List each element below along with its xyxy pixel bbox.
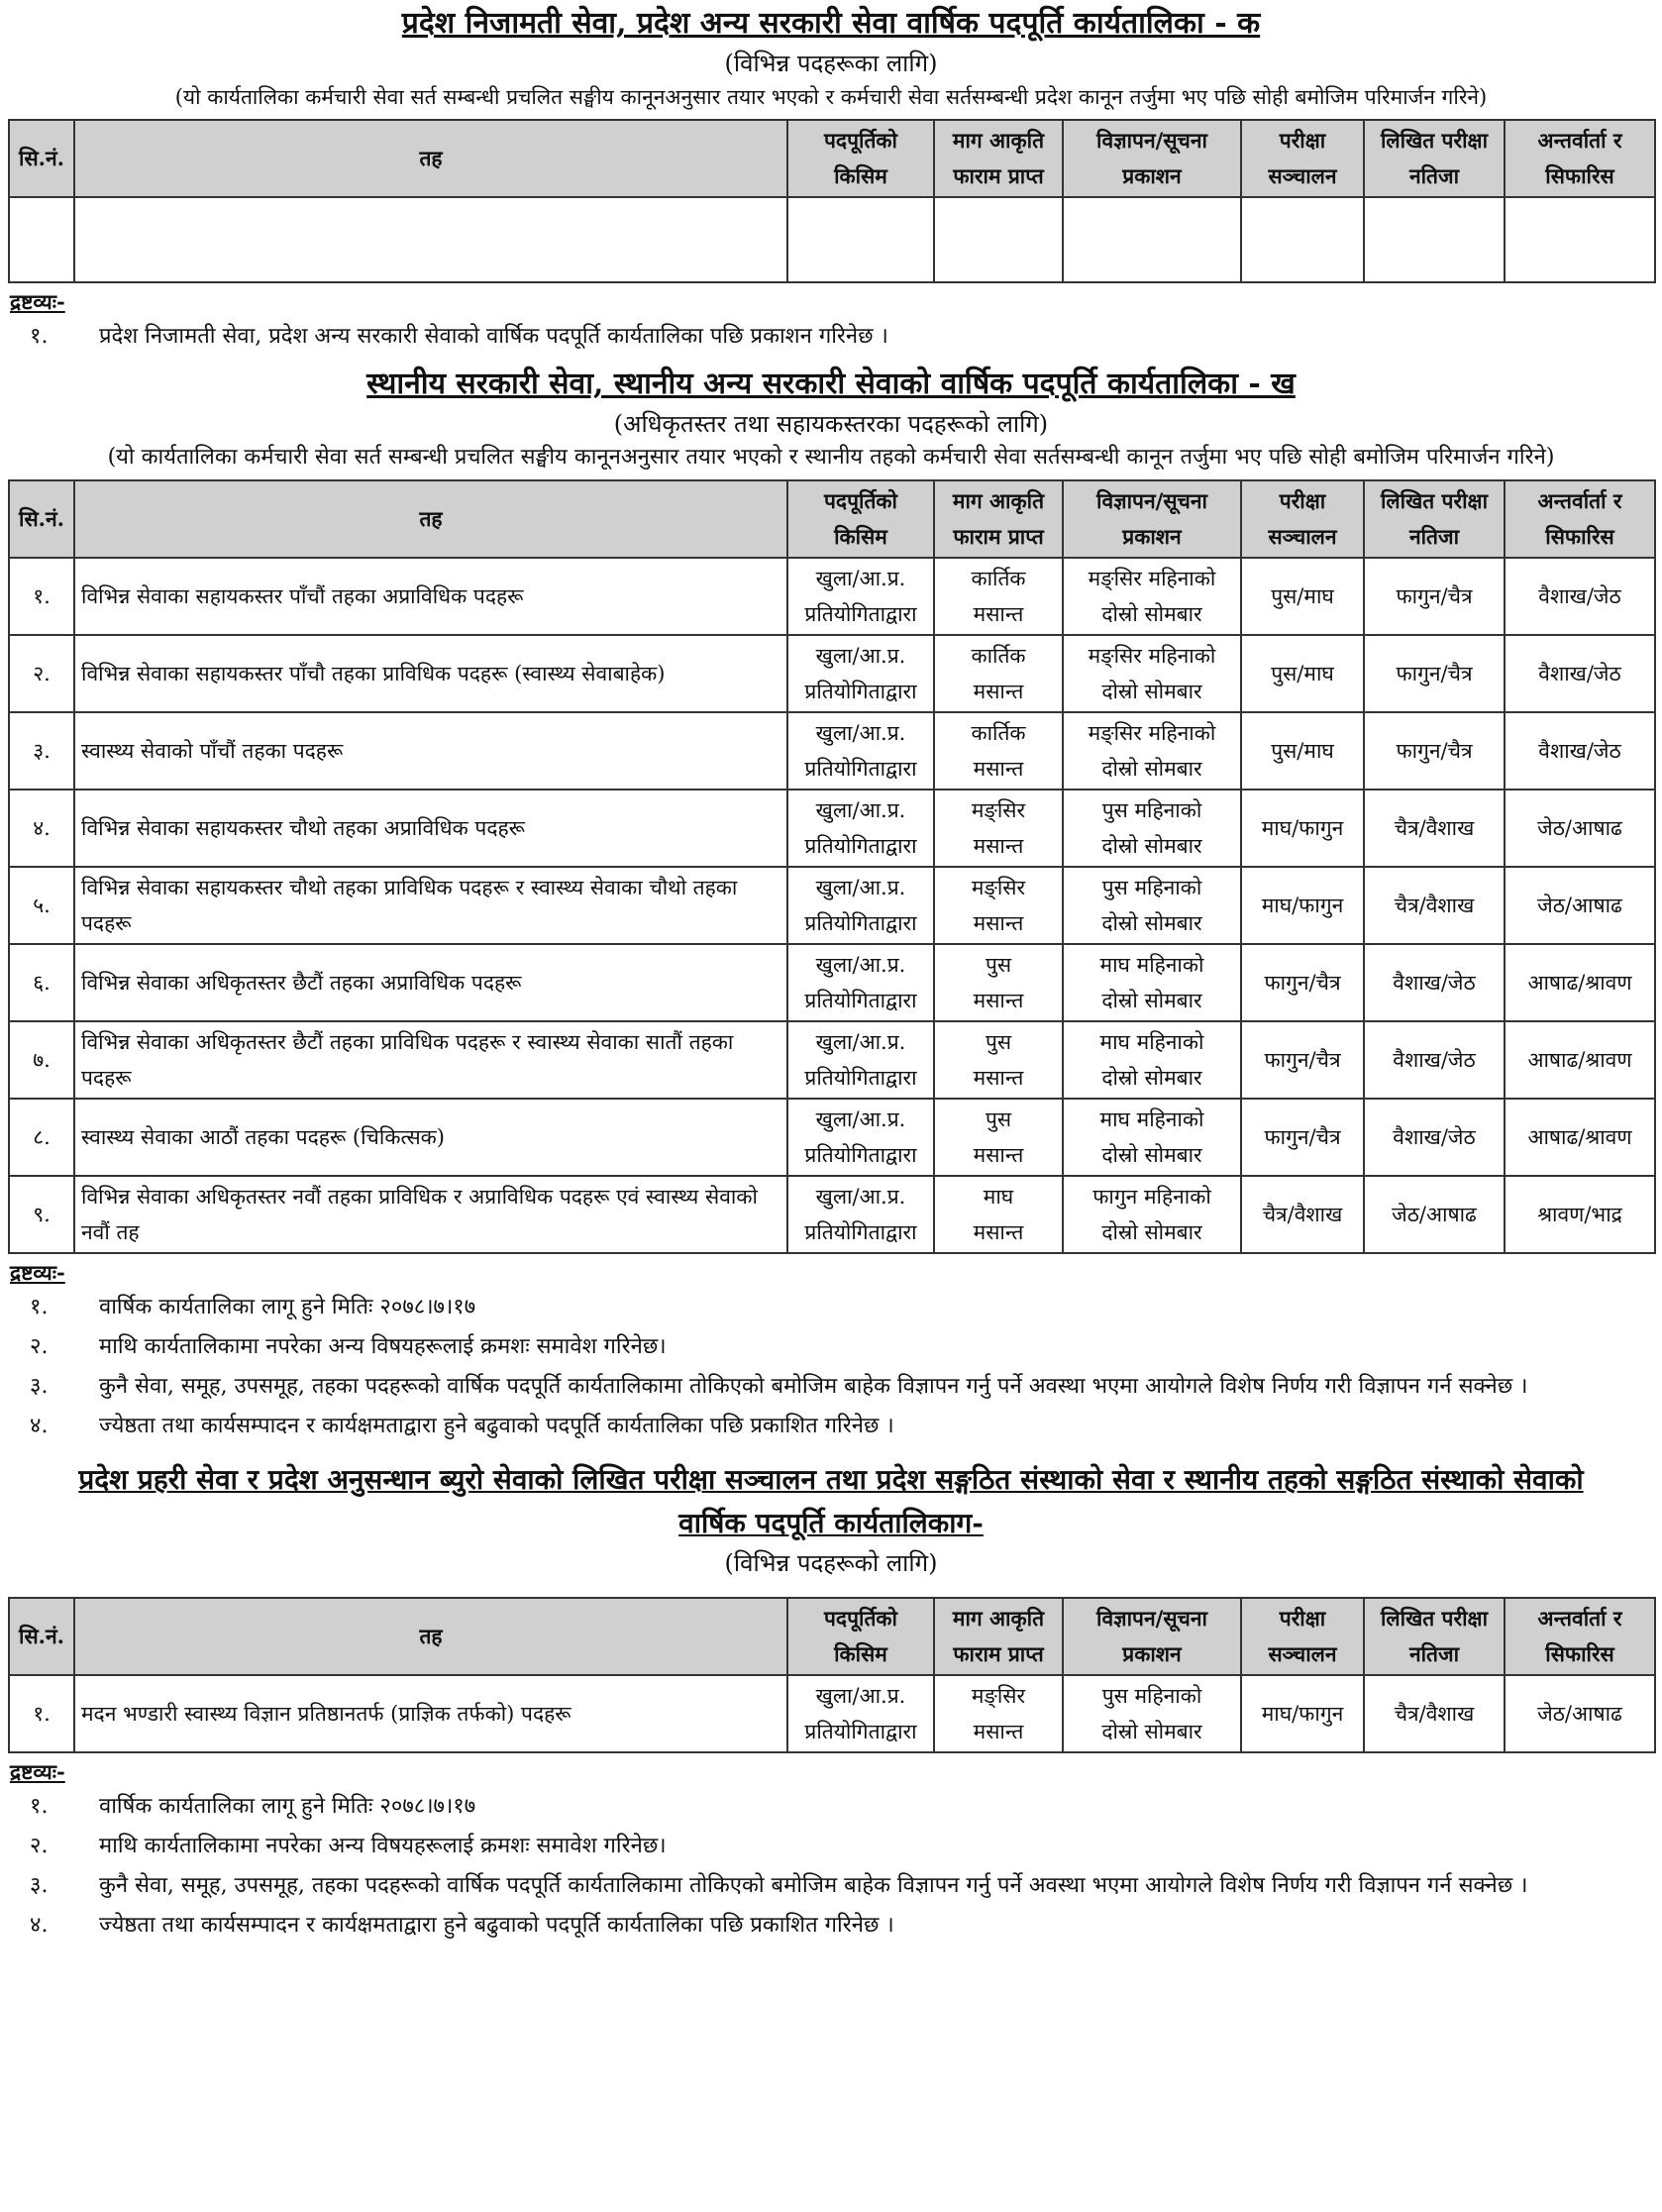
col-header-result — [1364, 480, 1505, 558]
section-c-note-heading: द्रष्टव्यः- — [10, 1759, 65, 1784]
cell-type-line: खुला/आ.प्र. — [815, 876, 906, 899]
cell-tah: विभिन्न सेवाका अधिकृतस्तर छैटौं तहका अप्राविधिक पदहरू — [74, 944, 787, 1021]
cell-sn: ९. — [9, 1176, 74, 1253]
cell-form-line: माघ — [983, 1185, 1014, 1209]
header-line: लिखित परीक्षा — [1380, 1606, 1489, 1631]
note-text: प्रदेश निजामती सेवा, प्रदेश अन्य सरकारी सेवाको वार्षिक पदपूर्ति कार्यतालिका पछि प्रकाशन गरिनेछ । — [99, 324, 888, 349]
cell-result: चैत्र/वैशाख — [1364, 790, 1505, 867]
cell-result: फागुन/चैत्र — [1364, 558, 1505, 635]
header-line: अन्तर्वार्ता र — [1537, 488, 1622, 513]
section-b-notes — [0, 1288, 1662, 1446]
cell-interview: वैशाख/जेठ — [1505, 558, 1655, 635]
note-number: ३. — [30, 1873, 49, 1898]
section-c-title-line1: प्रदेश प्रहरी सेवा र प्रदेश अनुसन्धान ब्युरो सेवाको लिखित परीक्षा सञ्चालन तथा प्रदेश सङ्गठित संस्थाको सेवा र स्थानीय तहको सङ्गठित संस्थाको सेवाको — [78, 1463, 1584, 1496]
note-number: १. — [30, 324, 49, 349]
cell-exam: पुस/माघ — [1241, 558, 1364, 635]
cell-type-line: प्रतियोगिताद्वारा — [804, 680, 917, 703]
cell-tah: विभिन्न सेवाका सहायकस्तर पाँचौं तहका अप्राविधिक पदहरू — [74, 558, 787, 635]
cell-adv — [1063, 558, 1241, 635]
cell-adv — [1063, 944, 1241, 1021]
note-item — [30, 1288, 1632, 1327]
header-line: सञ्चालन — [1268, 524, 1337, 549]
cell-tah: मदन भण्डारी स्वास्थ्य विज्ञान प्रतिष्ठानतर्फ (प्राज्ञिक तर्फको) पदहरू — [74, 1675, 787, 1752]
cell-result: फागुन/चैत्र — [1364, 712, 1505, 790]
cell-adv-line: दोस्रो सोमबार — [1101, 911, 1202, 935]
cell-type — [787, 790, 934, 867]
table-row — [9, 1176, 1655, 1253]
header-line: परीक्षा — [1279, 488, 1326, 513]
cell-form — [934, 1021, 1063, 1099]
header-line: माग आकृति — [952, 1606, 1045, 1631]
cell-exam: फागुन/चैत्र — [1241, 944, 1364, 1021]
cell-form-line: मसान्त — [973, 911, 1024, 935]
table-row — [9, 867, 1655, 944]
note-item — [30, 1827, 1632, 1866]
cell-adv — [1063, 1021, 1241, 1099]
col-header-tah: तह — [74, 1598, 787, 1675]
header-line: पदपूर्तिको — [824, 128, 897, 153]
cell-sn: २. — [9, 635, 74, 712]
cell-sn: ४. — [9, 790, 74, 867]
section-c-title-line2: वार्षिक पदपूर्ति कार्यतालिकाग- — [678, 1507, 984, 1539]
cell-tah: विभिन्न सेवाका सहायकस्तर चौथो तहका प्राविधिक पदहरू र स्वास्थ्य सेवाका चौथो तहका पदहरू — [74, 867, 787, 944]
col-header-result — [1364, 1598, 1505, 1675]
header-line: सञ्चालन — [1268, 163, 1337, 188]
col-header-sn: सि.नं. — [9, 120, 74, 197]
cell-adv — [1063, 790, 1241, 867]
col-header-result — [1364, 120, 1505, 197]
col-header-sn: सि.नं. — [9, 1598, 74, 1675]
cell-adv-line: दोस्रो सोमबार — [1101, 1066, 1202, 1090]
col-header-interview — [1505, 120, 1655, 197]
cell-form-line: मसान्त — [973, 757, 1024, 781]
cell-interview: जेठ/आषाढ — [1505, 867, 1655, 944]
cell-adv — [1063, 1099, 1241, 1176]
table-row — [9, 1099, 1655, 1176]
cell-exam: माघ/फागुन — [1241, 1675, 1364, 1752]
cell-form-line: मसान्त — [973, 1720, 1024, 1743]
cell-adv — [1063, 712, 1241, 790]
cell-result: जेठ/आषाढ — [1364, 1176, 1505, 1253]
cell-adv-line: दोस्रो सोमबार — [1101, 680, 1202, 703]
cell-form — [934, 558, 1063, 635]
header-line: अन्तर्वार्ता र — [1537, 1606, 1622, 1631]
cell-form-line: कार्तिक — [971, 644, 1026, 668]
col-header-form — [934, 1598, 1063, 1675]
cell-form — [934, 790, 1063, 867]
cell-form-line: मसान्त — [973, 680, 1024, 703]
table-row — [9, 635, 1655, 712]
cell-adv — [1063, 635, 1241, 712]
cell-form-line: मसान्त — [973, 989, 1024, 1012]
cell-interview: श्रावण/भाद्र — [1505, 1176, 1655, 1253]
cell-exam: पुस/माघ — [1241, 635, 1364, 712]
cell-type — [787, 867, 934, 944]
cell-form — [934, 712, 1063, 790]
cell-sn: १. — [9, 1675, 74, 1752]
col-header-tah: तह — [74, 480, 787, 558]
cell-form — [934, 944, 1063, 1021]
cell-result: वैशाख/जेठ — [1364, 944, 1505, 1021]
cell-tah: विभिन्न सेवाका सहायकस्तर चौथो तहका अप्राविधिक पदहरू — [74, 790, 787, 867]
section-a-title: प्रदेश निजामती सेवा, प्रदेश अन्य सरकारी सेवा वार्षिक पदपूर्ति कार्यतालिका - क — [401, 6, 1261, 41]
note-text: वार्षिक कार्यतालिका लागू हुने मितिः २०७८।७।१७ — [99, 1295, 476, 1319]
cell-adv-line: माघ महिनाको — [1099, 1107, 1204, 1131]
col-header-type — [787, 480, 934, 558]
note-number: २. — [30, 1834, 49, 1858]
table-header-row — [9, 120, 1655, 197]
cell-interview: जेठ/आषाढ — [1505, 1675, 1655, 1752]
cell-type-line: प्रतियोगिताद्वारा — [804, 757, 917, 781]
header-line: माग आकृति — [952, 488, 1045, 513]
cell-type-line: प्रतियोगिताद्वारा — [804, 1066, 917, 1090]
schedule-table-a — [8, 119, 1656, 283]
cell-exam: फागुन/चैत्र — [1241, 1021, 1364, 1099]
cell-type — [787, 1176, 934, 1253]
cell-form — [934, 1176, 1063, 1253]
section-c-notes — [0, 1787, 1662, 1946]
col-header-type — [787, 1598, 934, 1675]
section-c-subtitle: (विभिन्न पदहरूको लागि) — [724, 1549, 938, 1577]
cell-type — [787, 944, 934, 1021]
cell-tah: विभिन्न सेवाका सहायकस्तर पाँचौ तहका प्राविधिक पदहरू (स्वास्थ्य सेवाबाहेक) — [74, 635, 787, 712]
section-a-note-heading: द्रष्टव्यः- — [10, 289, 65, 314]
header-line: नतिजा — [1408, 163, 1460, 188]
table-row — [9, 712, 1655, 790]
header-line: फाराम प्राप्त — [953, 1641, 1044, 1666]
col-header-form — [934, 120, 1063, 197]
cell-form-line: मसान्त — [973, 1066, 1024, 1090]
cell-interview: वैशाख/जेठ — [1505, 712, 1655, 790]
cell-sn: १. — [9, 558, 74, 635]
cell-interview: आषाढ/श्रावण — [1505, 1099, 1655, 1176]
header-line: नतिजा — [1408, 1641, 1460, 1666]
section-b-subtitle: (अधिकृतस्तर तथा सहायकस्तरका पदहरूको लागि) — [613, 410, 1049, 438]
header-line: सिफारिस — [1545, 163, 1614, 188]
col-header-adv — [1063, 1598, 1241, 1675]
cell-exam: माघ/फागुन — [1241, 867, 1364, 944]
cell-adv-line: दोस्रो सोमबार — [1101, 834, 1202, 858]
section-b-note-heading: द्रष्टव्यः- — [10, 1260, 65, 1285]
cell-type-line: प्रतियोगिताद्वारा — [804, 989, 917, 1012]
note-text: माथि कार्यतालिकामा नपरेका अन्य विषयहरूलाई क्रमशः समावेश गरिनेछ। — [99, 1334, 667, 1359]
cell-type-line: खुला/आ.प्र. — [815, 953, 906, 977]
cell-type-line: खुला/आ.प्र. — [815, 721, 906, 745]
cell-type — [787, 1021, 934, 1099]
cell-sn: ७. — [9, 1021, 74, 1099]
note-item — [30, 1367, 1632, 1407]
col-header-adv — [1063, 480, 1241, 558]
cell-tah: स्वास्थ्य सेवाको पाँचौं तहका पदहरू — [74, 712, 787, 790]
table-row — [9, 1021, 1655, 1099]
header-line: प्रकाशन — [1122, 1641, 1182, 1666]
cell-form-line: मसान्त — [973, 602, 1024, 626]
header-line: फाराम प्राप्त — [953, 524, 1044, 549]
table-header-row — [9, 480, 1655, 558]
note-text: ज्येष्ठता तथा कार्यसम्पादन र कार्यक्षमताद्वारा हुने बढुवाको पदपूर्ति कार्यतालिका पछि प्रकाशित गरिनेछ । — [99, 1913, 894, 1938]
cell-adv-line: दोस्रो सोमबार — [1101, 989, 1202, 1012]
cell-adv-line: फागुन महिनाको — [1092, 1185, 1211, 1209]
header-line: विज्ञापन/सूचना — [1096, 1606, 1207, 1631]
note-number: ४. — [30, 1414, 49, 1438]
cell-adv-line: माघ महिनाको — [1099, 953, 1204, 977]
col-header-sn: सि.नं. — [9, 480, 74, 558]
cell-exam: पुस/माघ — [1241, 712, 1364, 790]
cell-interview: वैशाख/जेठ — [1505, 635, 1655, 712]
cell-form-line: मङ्सिर — [971, 876, 1026, 899]
note-item — [30, 1407, 1632, 1446]
col-header-interview — [1505, 1598, 1655, 1675]
cell-type-line: खुला/आ.प्र. — [815, 644, 906, 668]
section-b — [0, 363, 1662, 1446]
header-line: पदपूर्तिको — [824, 1606, 897, 1631]
cell-type-line: प्रतियोगिताद्वारा — [804, 1720, 917, 1743]
header-line: फाराम प्राप्त — [953, 163, 1044, 188]
header-line: लिखित परीक्षा — [1380, 128, 1489, 153]
cell-form-line: कार्तिक — [971, 567, 1026, 590]
section-b-notice: (यो कार्यतालिका कर्मचारी सेवा सर्त सम्बन्धी प्रचलित सङ्घीय कानूनअनुसार तयार भएको र स्थानीय तहको कर्मचारी सेवा सर्तसम्बन्धी कानून तर्जुमा भए पछि सोही बमोजिम परिमार्जन गरिने) — [107, 445, 1555, 470]
cell-form-line: पुस — [985, 953, 1012, 977]
header-line: सिफारिस — [1545, 1641, 1614, 1666]
note-text: वार्षिक कार्यतालिका लागू हुने मितिः २०७८।७।१७ — [99, 1794, 476, 1819]
note-number: २. — [30, 1334, 49, 1359]
cell-adv-line: दोस्रो सोमबार — [1101, 1143, 1202, 1167]
cell-sn: ६. — [9, 944, 74, 1021]
schedule-table-c — [8, 1597, 1656, 1753]
col-header-exam — [1241, 480, 1364, 558]
cell-type — [787, 1675, 934, 1752]
section-a-subtitle: (विभिन्न पदहरूका लागि) — [724, 50, 938, 77]
header-line: अन्तर्वार्ता र — [1537, 128, 1622, 153]
header-line: माग आकृति — [952, 128, 1045, 153]
note-text: कुनै सेवा, समूह, उपसमूह, तहका पदहरूको वार्षिक पदपूर्ति कार्यतालिकामा तोकिएको बमोजिम बाहेक विज्ञापन गर्नु पर्ने अवस्था भएमा आयोगले विशेष निर्णय गरी विज्ञापन गर्न सक्नेछ । — [99, 1374, 1528, 1399]
header-line: परीक्षा — [1279, 1606, 1326, 1631]
cell-type — [787, 558, 934, 635]
cell-tah: स्वास्थ्य सेवाका आठौं तहका पदहरू (चिकित्सक) — [74, 1099, 787, 1176]
cell-type-line: प्रतियोगिताद्वारा — [804, 834, 917, 858]
cell-form — [934, 867, 1063, 944]
cell-form — [934, 1099, 1063, 1176]
note-item — [30, 317, 1632, 357]
cell-type-line: प्रतियोगिताद्वारा — [804, 602, 917, 626]
cell-form-line: मसान्त — [973, 834, 1024, 858]
header-line: परीक्षा — [1279, 128, 1326, 153]
note-number: ४. — [30, 1913, 49, 1938]
cell-adv — [1063, 867, 1241, 944]
table-row — [9, 197, 1655, 282]
cell-type-line: खुला/आ.प्र. — [815, 1684, 906, 1708]
cell-result: फागुन/चैत्र — [1364, 635, 1505, 712]
section-a — [0, 0, 1662, 357]
cell-exam: माघ/फागुन — [1241, 790, 1364, 867]
header-line: किसिम — [834, 524, 887, 549]
cell-form-line: मसान्त — [973, 1220, 1024, 1244]
cell-interview: आषाढ/श्रावण — [1505, 944, 1655, 1021]
cell-adv-line: पुस महिनाको — [1101, 1684, 1202, 1708]
cell-type-line: खुला/आ.प्र. — [815, 567, 906, 590]
cell-adv-line: मङ्सिर महिनाको — [1088, 567, 1216, 590]
note-number: १. — [30, 1295, 49, 1319]
cell-sn: ५. — [9, 867, 74, 944]
header-line: किसिम — [834, 1641, 887, 1666]
cell-adv-line: मङ्सिर महिनाको — [1088, 721, 1216, 745]
section-c — [0, 1458, 1662, 1946]
cell-type-line: प्रतियोगिताद्वारा — [804, 911, 917, 935]
header-line: विज्ञापन/सूचना — [1096, 128, 1207, 153]
cell-type-line: खुला/आ.प्र. — [815, 798, 906, 822]
note-item — [30, 1906, 1632, 1946]
cell-interview: जेठ/आषाढ — [1505, 790, 1655, 867]
table-row — [9, 944, 1655, 1021]
cell-sn: ३. — [9, 712, 74, 790]
cell-form — [934, 1675, 1063, 1752]
cell-result: वैशाख/जेठ — [1364, 1021, 1505, 1099]
col-header-tah: तह — [74, 120, 787, 197]
table-header-row — [9, 1598, 1655, 1675]
cell-type — [787, 712, 934, 790]
cell-type — [787, 1099, 934, 1176]
cell-result: वैशाख/जेठ — [1364, 1099, 1505, 1176]
note-text: माथि कार्यतालिकामा नपरेका अन्य विषयहरूलाई क्रमशः समावेश गरिनेछ। — [99, 1834, 667, 1858]
cell-form-line: पुस — [985, 1107, 1012, 1131]
header-line: सञ्चालन — [1268, 1641, 1337, 1666]
cell-exam: फागुन/चैत्र — [1241, 1099, 1364, 1176]
cell-adv-line: दोस्रो सोमबार — [1101, 602, 1202, 626]
note-item — [30, 1787, 1632, 1827]
cell-adv-line: दोस्रो सोमबार — [1101, 1220, 1202, 1244]
cell-result: चैत्र/वैशाख — [1364, 867, 1505, 944]
header-line: प्रकाशन — [1122, 524, 1182, 549]
col-header-exam — [1241, 1598, 1364, 1675]
cell-form-line: मङ्सिर — [971, 1684, 1026, 1708]
section-b-title: स्थानीय सरकारी सेवा, स्थानीय अन्य सरकारी सेवाको वार्षिक पदपूर्ति कार्यतालिका - ख — [366, 367, 1296, 401]
cell-adv-line: पुस महिनाको — [1101, 798, 1202, 822]
cell-type — [787, 635, 934, 712]
cell-adv-line: दोस्रो सोमबार — [1101, 757, 1202, 781]
col-header-type — [787, 120, 934, 197]
col-header-interview — [1505, 480, 1655, 558]
cell-type-line: प्रतियोगिताद्वारा — [804, 1143, 917, 1167]
cell-interview: आषाढ/श्रावण — [1505, 1021, 1655, 1099]
col-header-form — [934, 480, 1063, 558]
cell-type-line: खुला/आ.प्र. — [815, 1030, 906, 1054]
cell-form-line: मसान्त — [973, 1143, 1024, 1167]
table-row — [9, 790, 1655, 867]
note-text: ज्येष्ठता तथा कार्यसम्पादन र कार्यक्षमताद्वारा हुने बढुवाको पदपूर्ति कार्यतालिका पछि प्रकाशित गरिनेछ । — [99, 1414, 894, 1438]
cell-tah: विभिन्न सेवाका अधिकृतस्तर छैटौं तहका प्राविधिक पदहरू र स्वास्थ्य सेवाका सातौं तहका पदहरू — [74, 1021, 787, 1099]
header-line: पदपूर्तिको — [824, 488, 897, 513]
section-a-notes — [0, 317, 1662, 357]
header-line: सिफारिस — [1545, 524, 1614, 549]
cell-tah: विभिन्न सेवाका अधिकृतस्तर नवौं तहका प्राविधिक र अप्राविधिक पदहरू एवं स्वास्थ्य सेवाको नवौं तह — [74, 1176, 787, 1253]
cell-adv-line: पुस महिनाको — [1101, 876, 1202, 899]
cell-adv-line: मङ्सिर महिनाको — [1088, 644, 1216, 668]
cell-form — [934, 635, 1063, 712]
note-number: १. — [30, 1794, 49, 1819]
note-number: ३. — [30, 1374, 49, 1399]
cell-form-line: कार्तिक — [971, 721, 1026, 745]
cell-type-line: खुला/आ.प्र. — [815, 1107, 906, 1131]
cell-exam: चैत्र/वैशाख — [1241, 1176, 1364, 1253]
col-header-exam — [1241, 120, 1364, 197]
note-item — [30, 1327, 1632, 1367]
header-line: विज्ञापन/सूचना — [1096, 488, 1207, 513]
cell-adv — [1063, 1675, 1241, 1752]
table-row — [9, 1675, 1655, 1752]
schedule-table-b — [8, 479, 1656, 1254]
header-line: किसिम — [834, 163, 887, 188]
cell-form-line: पुस — [985, 1030, 1012, 1054]
cell-adv — [1063, 1176, 1241, 1253]
section-a-notice: (यो कार्यतालिका कर्मचारी सेवा सर्त सम्बन्धी प्रचलित सङ्घीय कानूनअनुसार तयार भएको र कर्मचारी सेवा सर्तसम्बन्धी प्रदेश कानून तर्जुमा भए पछि सोही बमोजिम परिमार्जन गरिने) — [174, 85, 1488, 109]
cell-sn: ८. — [9, 1099, 74, 1176]
cell-form-line: मङ्सिर — [971, 798, 1026, 822]
cell-type-line: खुला/आ.प्र. — [815, 1185, 906, 1209]
note-text: कुनै सेवा, समूह, उपसमूह, तहका पदहरूको वार्षिक पदपूर्ति कार्यतालिकामा तोकिएको बमोजिम बाहेक विज्ञापन गर्नु पर्ने अवस्था भएमा आयोगले विशेष निर्णय गरी विज्ञापन गर्न सक्नेछ । — [99, 1873, 1528, 1898]
cell-adv-line: माघ महिनाको — [1099, 1030, 1204, 1054]
header-line: नतिजा — [1408, 524, 1460, 549]
header-line: लिखित परीक्षा — [1380, 488, 1489, 513]
col-header-adv — [1063, 120, 1241, 197]
header-line: प्रकाशन — [1122, 163, 1182, 188]
cell-result: चैत्र/वैशाख — [1364, 1675, 1505, 1752]
note-item — [30, 1866, 1632, 1906]
table-row — [9, 558, 1655, 635]
cell-adv-line: दोस्रो सोमबार — [1101, 1720, 1202, 1743]
cell-type-line: प्रतियोगिताद्वारा — [804, 1220, 917, 1244]
